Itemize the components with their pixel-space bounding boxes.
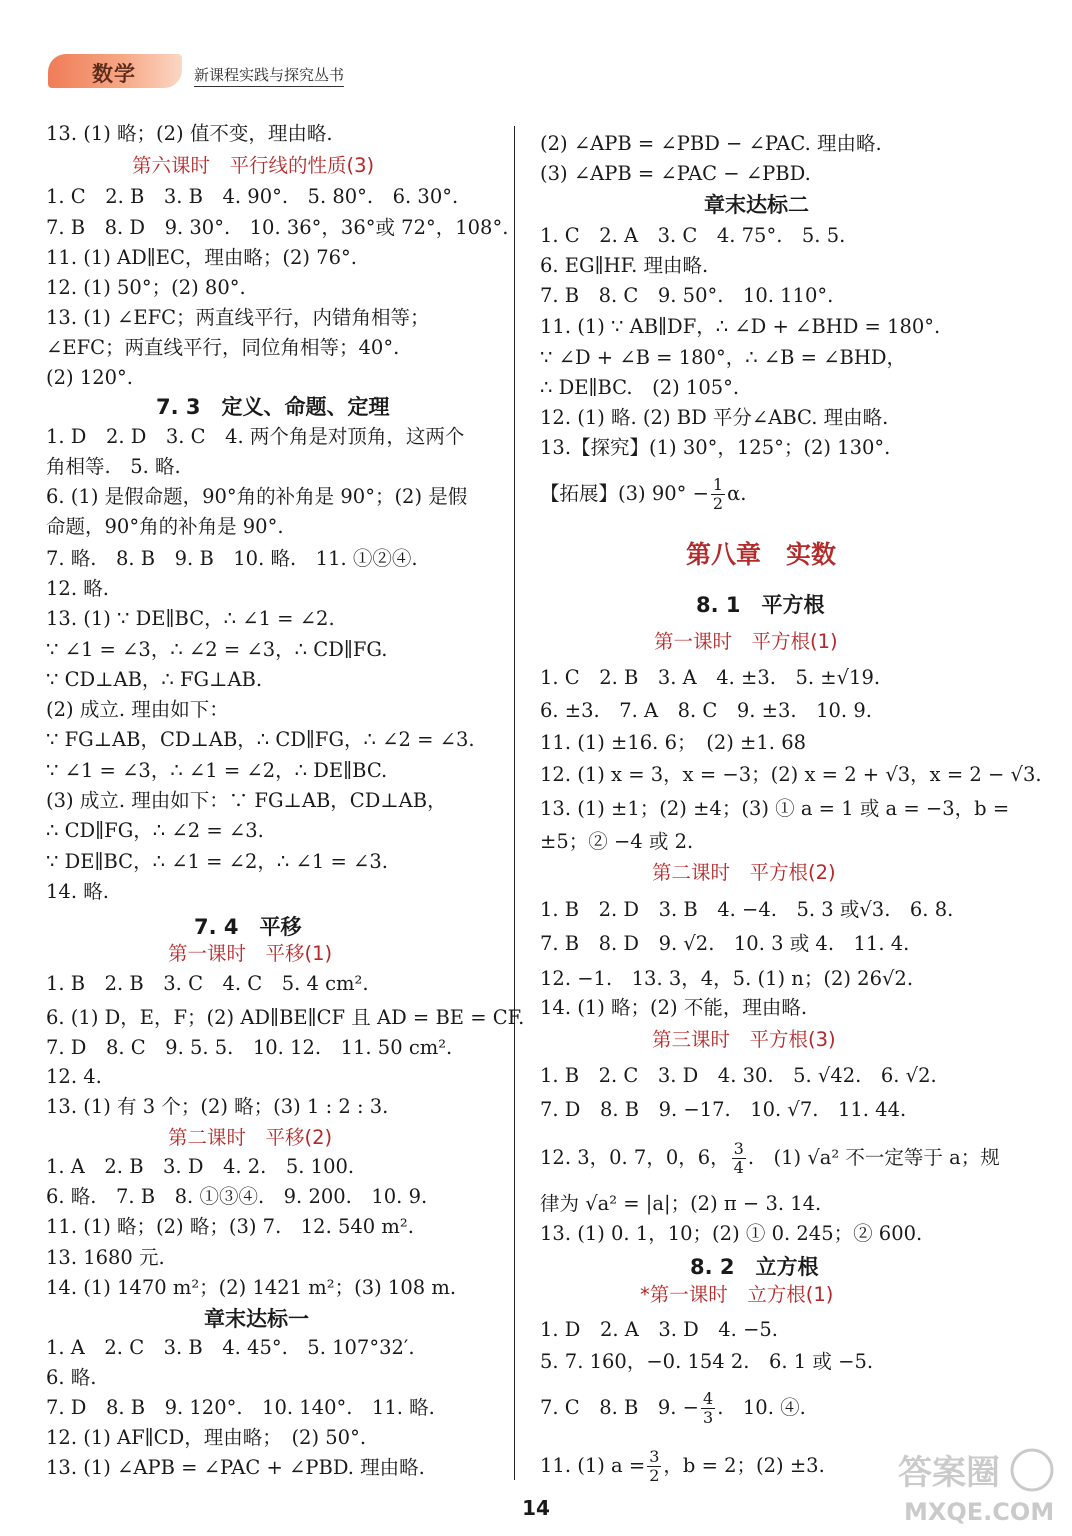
lesson-heading: 第三课时 平方根(3) [652,1028,836,1051]
answer-line: (2) 成立. 理由如下： [46,698,229,721]
answer-line: 6. (1) 是假命题，90°角的补角是 90°；(2) 是假 [46,485,468,508]
answer-line: 11. (1) AD∥EC，理由略；(2) 76°. [46,246,357,269]
answer-line: ∵ ∠1 = ∠3，∴ ∠2 = ∠3，∴ CD∥FG. [46,638,388,661]
answer-line [540,475,747,513]
answer-text: 12. 3，0. 7，0，6， [540,1146,730,1169]
section-heading: 章末达标一 [204,1307,309,1331]
watermark-text: 答案圈 [898,1453,1000,1493]
answer-line: 14. (1) 1470 m²；(2) 1421 m²；(3) 108 m. [46,1276,457,1299]
answer-line: 12. (1) 略. (2) BD 平分∠ABC. 理由略. [540,406,889,429]
fraction [732,1140,746,1177]
answer-line: 角相等. 5. 略. [46,455,181,478]
answer-line: 13. (1) ∠APB = ∠PAC + ∠PBD. 理由略. [46,1456,425,1479]
answer-line [540,1389,806,1427]
answer-line: (3) 成立. 理由如下：∵ FG⊥AB，CD⊥AB， [46,789,447,812]
fraction-denominator: 4 [733,1158,744,1177]
answer-line: 13. (1) 略；(2) 值不变，理由略. [46,122,333,145]
lesson-heading: 第二课时 平方根(2) [652,861,836,884]
series-title: 新课程实践与探究丛书 [194,64,344,87]
answer-line: ∴ CD∥FG，∴ ∠2 = ∠3. [46,819,264,842]
lesson-heading: 第一课时 平移(1) [168,942,333,965]
answer-line: 6. 略. 7. B 8. ①③④. 9. 200. 10. 9. [46,1185,428,1208]
answer-text: ，b = 2；(2) ±3. [663,1454,825,1477]
answer-line: 14. 略. [46,880,109,903]
section-heading: 7. 3 定义、命题、定理 [156,395,390,419]
fraction-numerator: 3 [649,1447,660,1466]
answer-line: 1. B 2. D 3. B 4. −4. 5. 3 或√3. 6. 8. [540,898,954,921]
answer-line: 1. A 2. C 3. B 4. 45°. 5. 107°32′. [46,1336,415,1359]
answer-line: ∵ CD⊥AB，∴ FG⊥AB. [46,668,263,691]
fraction-denominator: 3 [703,1408,714,1427]
answer-line: ∵ ∠1 = ∠3，∴ ∠1 = ∠2，∴ DE∥BC. [46,759,388,782]
answer-line: 11. (1) ∵ AB∥DF，∴ ∠D + ∠BHD = 180°. [540,315,941,338]
answer-line: ∵ DE∥BC，∴ ∠1 = ∠2，∴ ∠1 = ∠3. [46,850,388,873]
answer-line: 7. B 8. D 9. 30°. 10. 36°，36°或 72°，108°. [46,216,509,239]
answer-line: 13. (1) ∵ DE∥BC，∴ ∠1 = ∠2. [46,607,335,630]
fraction-numerator: 1 [712,475,724,494]
answer-line: 12. (1) AF∥CD，理由略； (2) 50°. [46,1426,367,1449]
answer-line: 12. −1. 13. 3，4，5. (1) n；(2) 26√2. [540,967,914,990]
answer-line [540,1139,1000,1177]
answer-line: 11. (1) ±16. 6； (2) ±1. 68 [540,731,807,754]
answer-line [540,1447,825,1485]
answer-line: 12. (1) 50°；(2) 80°. [46,276,246,299]
answer-line: (2) ∠APB = ∠PBD − ∠PAC. 理由略. [540,132,882,155]
answer-line: 1. B 2. C 3. D 4. 30. 5. √42. 6. √2. [540,1064,937,1087]
answer-line: 7. 略. 8. B 9. B 10. 略. 11. ①②④. [46,547,418,570]
answer-line: 13. (1) ±1；(2) ±4；(3) ① a = 1 或 a = −3，b = [540,797,1010,820]
answer-line: 1. D 2. A 3. D 4. −5. [540,1318,779,1341]
answer-line: 6. ±3. 7. A 8. C 9. ±3. 10. 9. [540,699,872,722]
answer-line: 1. C 2. B 3. B 4. 90°. 5. 80°. 6. 30°. [46,185,459,208]
fraction-denominator: 2 [649,1466,660,1485]
answer-line: ∴ DE∥BC. (2) 105°. [540,376,740,399]
answer-line: 7. B 8. C 9. 50°. 10. 110°. [540,284,834,307]
answer-line: 1. B 2. B 3. C 4. C 5. 4 cm². [46,972,369,995]
fraction-denominator: 2 [712,494,724,513]
answer-line: 12. (1) x = 3，x = −3；(2) x = 2 + √3，x = 2 − √3. [540,763,1042,786]
fraction [711,476,725,513]
answer-line: 12. 4. [46,1065,102,1088]
fraction-numerator: 3 [733,1139,744,1158]
answer-text: 【拓展】(3) 90° − [540,482,709,505]
answer-line: 13. (1) 0. 1，10；(2) ① 0. 245；② 600. [540,1222,923,1245]
answer-line: 12. 略. [46,577,109,600]
subject-tab [48,54,182,88]
answer-line: 1. C 2. A 3. C 4. 75°. 5. 5. [540,224,846,247]
watermark-domain: MXQE.COM [904,1498,1055,1526]
answer-line: 11. (1) 略；(2) 略；(3) 7. 12. 540 m². [46,1215,414,1238]
answer-line: ∵ FG⊥AB，CD⊥AB，∴ CD∥FG，∴ ∠2 = ∠3. [46,728,475,751]
answer-text: 11. (1) a = [540,1454,646,1477]
section-heading: 7. 4 平移 [194,915,302,939]
answer-line: ∵ ∠D + ∠B = 180°，∴ ∠B = ∠BHD， [540,346,907,369]
answer-line: (2) 120°. [46,366,133,389]
lesson-heading: 第一课时 平方根(1) [654,630,838,653]
answer-line: ∠EFC；两直线平行，同位角相等；40°. [46,336,400,359]
answer-line: 6. (1) D，E，F；(2) AD∥BE∥CF 且 AD = BE = CF. [46,1006,525,1029]
page-number: 14 [522,1496,550,1520]
column-divider [514,126,515,1480]
section-heading: 8. 2 立方根 [690,1255,819,1279]
answer-line: 13. 1680 元. [46,1246,165,1269]
answer-line: 7. D 8. B 9. −17. 10. √7. 11. 44. [540,1098,907,1121]
page-header [48,52,378,92]
answer-line: (3) ∠APB = ∠PAC − ∠PBD. [540,162,811,185]
section-heading: 8. 1 平方根 [696,593,825,617]
fraction [701,1390,715,1427]
answer-line: 13. (1) 有 3 个；(2) 略；(3) 1 : 2 : 3. [46,1095,389,1118]
answer-line: 13. (1) ∠EFC；两直线平行，内错角相等； [46,306,430,329]
answer-line: 1. D 2. D 3. C 4. 两个角是对顶角，这两个 [46,425,465,448]
chapter-heading: 第八章 实数 [686,540,837,569]
watermark-logo [890,1440,1060,1530]
answer-line: 6. 略. [46,1366,97,1389]
answer-line: 7. D 8. B 9. 120°. 10. 140°. 11. 略. [46,1396,435,1419]
answer-text: . (1) √a² 不一定等于 a；规 [747,1146,1000,1169]
answer-line: 1. A 2. B 3. D 4. 2. 5. 100. [46,1155,355,1178]
fraction [647,1448,661,1485]
fraction-numerator: 4 [703,1389,714,1408]
lesson-heading: *第一课时 立方根(1) [640,1283,834,1306]
answer-line: 14. (1) 略；(2) 不能，理由略. [540,996,808,1019]
answer-line: 1. C 2. B 3. A 4. ±3. 5. ±√19. [540,666,881,689]
section-heading: 章末达标二 [704,193,809,217]
answer-line: 7. D 8. C 9. 5. 5. 10. 12. 11. 50 cm². [46,1036,453,1059]
answer-line: ±5；② −4 或 2. [540,830,694,853]
answer-line: 13.【探究】(1) 30°，125°；(2) 130°. [540,436,891,459]
answer-line: 律为 √a² = |a|；(2) π − 3. 14. [540,1192,822,1215]
lesson-heading: 第六课时 平行线的性质(3) [132,154,375,177]
lesson-heading: 第二课时 平移(2) [168,1126,333,1149]
answer-line: 7. B 8. D 9. √2. 10. 3 或 4. 11. 4. [540,932,910,955]
answer-text: α. [727,482,747,505]
answer-line: 命题，90°角的补角是 90°. [46,515,284,538]
answer-line: 6. EG∥HF. 理由略. [540,254,709,277]
subject-label: 数学 [92,62,136,86]
answer-line: 5. 7. 160，−0. 154 2. 6. 1 或 −5. [540,1350,874,1373]
answer-text: . 10. ④. [717,1396,806,1419]
answer-text: 7. C 8. B 9. − [540,1396,699,1419]
